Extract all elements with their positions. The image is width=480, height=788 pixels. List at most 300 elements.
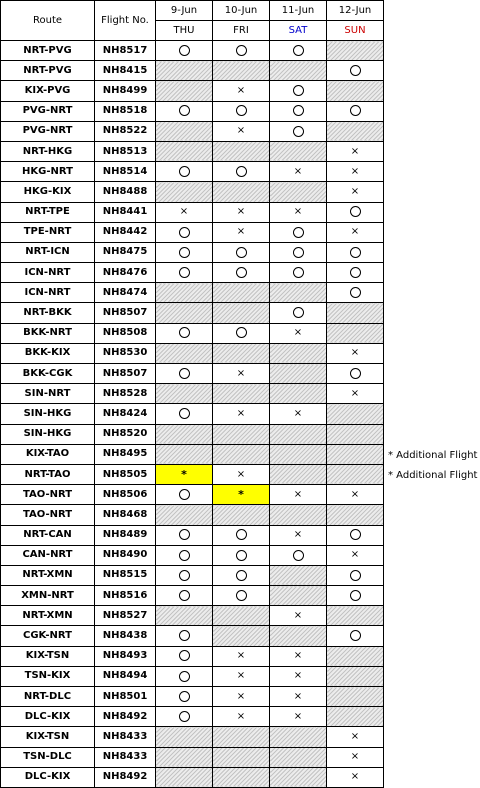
flight-number-cell: NH8515: [95, 565, 156, 585]
cross-mark: ×: [293, 650, 303, 662]
cross-mark: ×: [350, 165, 360, 177]
circle-icon: [179, 570, 190, 581]
circle-icon: [350, 206, 361, 217]
cancelled-cell: [327, 162, 384, 182]
circle-icon: [350, 630, 361, 641]
flight-number-cell: NH8494: [95, 666, 156, 686]
route-cell: KIX-TAO: [1, 444, 95, 464]
circle-icon: [179, 45, 190, 56]
operating-cell: [213, 565, 270, 585]
table-row: [1, 586, 384, 606]
no-service-cell: [270, 505, 327, 525]
circle-icon: [179, 650, 190, 661]
cross-mark: ×: [350, 771, 360, 783]
no-service-cell: [213, 626, 270, 646]
route-cell: KIX-TSN: [1, 646, 95, 666]
no-service-cell: [213, 343, 270, 363]
route-cell: NRT-TAO: [1, 464, 95, 484]
table-row: [1, 323, 384, 343]
flight-number-cell: NH8517: [95, 41, 156, 61]
flight-number-cell: NH8474: [95, 283, 156, 303]
cancelled-cell: [327, 182, 384, 202]
circle-icon: [293, 267, 304, 278]
operating-cell: [156, 586, 213, 606]
no-service-cell: [327, 707, 384, 727]
no-service-cell: [213, 384, 270, 404]
flight-number-cell: NH8513: [95, 141, 156, 161]
no-service-cell: [156, 444, 213, 464]
cancelled-cell: [270, 404, 327, 424]
no-service-cell: [156, 182, 213, 202]
date-header: 12-Jun: [327, 1, 384, 21]
no-service-cell: [270, 464, 327, 484]
no-service-cell: [270, 747, 327, 767]
cancelled-cell: [270, 323, 327, 343]
flight-number-cell: NH8433: [95, 727, 156, 747]
cancelled-cell: [270, 202, 327, 222]
route-cell: BKK-NRT: [1, 323, 95, 343]
operating-cell: [213, 101, 270, 121]
circle-icon: [350, 529, 361, 540]
table-row: [1, 101, 384, 121]
route-cell: NRT-ICN: [1, 242, 95, 262]
no-service-cell: [156, 384, 213, 404]
no-service-cell: [270, 364, 327, 384]
flight-number-cell: NH8492: [95, 707, 156, 727]
asterisk-mark: *: [181, 467, 187, 481]
flight-number-cell: NH8499: [95, 81, 156, 101]
operating-cell: [270, 242, 327, 262]
operating-cell: [327, 263, 384, 283]
operating-cell: [156, 101, 213, 121]
route-cell: TAO-NRT: [1, 505, 95, 525]
circle-icon: [179, 489, 190, 500]
flight-number-cell: NH8522: [95, 121, 156, 141]
operating-cell: [156, 545, 213, 565]
flight-number-cell: NH8492: [95, 767, 156, 787]
operating-cell: [327, 61, 384, 81]
cancelled-cell: [270, 707, 327, 727]
cancelled-cell: [327, 727, 384, 747]
no-service-cell: [156, 747, 213, 767]
cross-mark: ×: [350, 145, 360, 157]
additional-flight-note: * Additional Flight: [388, 450, 478, 462]
flight-number-cell: NH8468: [95, 505, 156, 525]
route-cell: HKG-KIX: [1, 182, 95, 202]
circle-icon: [293, 247, 304, 258]
circle-icon: [350, 247, 361, 258]
cross-mark: ×: [293, 206, 303, 218]
route-cell: SIN-NRT: [1, 384, 95, 404]
route-cell: NRT-DLC: [1, 687, 95, 707]
no-service-cell: [213, 303, 270, 323]
table-row: [1, 81, 384, 101]
no-service-cell: [270, 182, 327, 202]
no-service-cell: [327, 687, 384, 707]
cancelled-cell: [213, 404, 270, 424]
operating-cell: [156, 242, 213, 262]
no-service-cell: [270, 727, 327, 747]
flight-number-cell: NH8490: [95, 545, 156, 565]
cross-mark: ×: [350, 387, 360, 399]
cancelled-cell: [327, 545, 384, 565]
circle-icon: [179, 711, 190, 722]
table-row: [1, 464, 384, 484]
route-cell: NRT-XMN: [1, 606, 95, 626]
date-header: 11-Jun: [270, 1, 327, 21]
day-header-fri: FRI: [213, 21, 270, 41]
route-cell: PVG-NRT: [1, 121, 95, 141]
operating-cell: [270, 222, 327, 242]
no-service-cell: [156, 141, 213, 161]
operating-cell: [213, 263, 270, 283]
circle-icon: [179, 267, 190, 278]
table-row: [1, 141, 384, 161]
table-row: [1, 444, 384, 464]
no-service-cell: [156, 61, 213, 81]
circle-icon: [293, 105, 304, 116]
cancelled-cell: [270, 646, 327, 666]
cancelled-cell: [327, 343, 384, 363]
table-row: [1, 182, 384, 202]
flight-number-cell: NH8508: [95, 323, 156, 343]
no-service-cell: [327, 424, 384, 444]
no-service-cell: [213, 767, 270, 787]
circle-icon: [179, 327, 190, 338]
no-service-cell: [156, 424, 213, 444]
cancelled-cell: [213, 364, 270, 384]
cancelled-cell: [327, 141, 384, 161]
operating-cell: [327, 364, 384, 384]
no-service-cell: [270, 424, 327, 444]
route-cell: TPE-NRT: [1, 222, 95, 242]
operating-cell: [327, 565, 384, 585]
table-row: [1, 485, 384, 505]
circle-icon: [236, 550, 247, 561]
operating-cell: [213, 242, 270, 262]
operating-cell: [327, 101, 384, 121]
no-service-cell: [327, 646, 384, 666]
flight-number-cell: NH8488: [95, 182, 156, 202]
table-row: [1, 687, 384, 707]
flight-number-cell: NH8507: [95, 303, 156, 323]
cancelled-cell: [270, 485, 327, 505]
additional-flight-cell: [156, 464, 213, 484]
no-service-cell: [156, 283, 213, 303]
no-service-cell: [327, 404, 384, 424]
no-service-cell: [270, 767, 327, 787]
table-row: [1, 283, 384, 303]
table-row: [1, 545, 384, 565]
no-service-cell: [156, 343, 213, 363]
circle-icon: [179, 550, 190, 561]
cross-mark: ×: [236, 710, 246, 722]
no-service-cell: [156, 727, 213, 747]
cross-mark: ×: [293, 609, 303, 621]
flight-number-cell: NH8528: [95, 384, 156, 404]
circle-icon: [236, 590, 247, 601]
table-row: [1, 41, 384, 61]
route-cell: CAN-NRT: [1, 545, 95, 565]
operating-cell: [156, 666, 213, 686]
flight-number-cell: NH8442: [95, 222, 156, 242]
flight-number-cell: NH8520: [95, 424, 156, 444]
operating-cell: [213, 41, 270, 61]
no-service-cell: [156, 121, 213, 141]
operating-cell: [156, 707, 213, 727]
no-service-cell: [270, 141, 327, 161]
route-cell: BKK-CGK: [1, 364, 95, 384]
flight-number-cell: NH8514: [95, 162, 156, 182]
circle-icon: [350, 590, 361, 601]
route-cell: NRT-CAN: [1, 525, 95, 545]
flight-number-cell: NH8501: [95, 687, 156, 707]
table-row: [1, 303, 384, 323]
operating-cell: [156, 525, 213, 545]
no-service-cell: [156, 303, 213, 323]
no-service-cell: [327, 444, 384, 464]
cross-mark: ×: [236, 84, 246, 96]
table-row: [1, 222, 384, 242]
cross-mark: ×: [350, 347, 360, 359]
route-cell: SIN-HKG: [1, 404, 95, 424]
cross-mark: ×: [236, 125, 246, 137]
table-row: [1, 525, 384, 545]
circle-icon: [236, 105, 247, 116]
route-cell: BKK-KIX: [1, 343, 95, 363]
no-service-cell: [327, 666, 384, 686]
flight-number-cell: NH8518: [95, 101, 156, 121]
route-cell: SIN-HKG: [1, 424, 95, 444]
cross-mark: ×: [293, 488, 303, 500]
operating-cell: [327, 242, 384, 262]
flight-number-cell: NH8424: [95, 404, 156, 424]
cross-mark: ×: [350, 226, 360, 238]
circle-icon: [179, 408, 190, 419]
table-row: [1, 747, 384, 767]
cancelled-cell: [213, 464, 270, 484]
operating-cell: [327, 283, 384, 303]
no-service-cell: [327, 121, 384, 141]
no-service-cell: [270, 586, 327, 606]
circle-icon: [350, 570, 361, 581]
circle-icon: [179, 105, 190, 116]
operating-cell: [213, 162, 270, 182]
no-service-cell: [156, 505, 213, 525]
cancelled-cell: [327, 485, 384, 505]
no-service-cell: [156, 767, 213, 787]
operating-cell: [156, 646, 213, 666]
operating-cell: [156, 626, 213, 646]
operating-cell: [156, 485, 213, 505]
operating-cell: [156, 323, 213, 343]
flight-number-cell: NH8489: [95, 525, 156, 545]
circle-icon: [179, 166, 190, 177]
cross-mark: ×: [350, 488, 360, 500]
cross-mark: ×: [236, 407, 246, 419]
route-cell: HKG-NRT: [1, 162, 95, 182]
table-row: [1, 162, 384, 182]
cancelled-cell: [213, 687, 270, 707]
circle-icon: [179, 529, 190, 540]
no-service-cell: [327, 606, 384, 626]
flight-number-cell: NH8506: [95, 485, 156, 505]
circle-icon: [350, 65, 361, 76]
cross-mark: ×: [350, 751, 360, 763]
flight-number-cell: NH8433: [95, 747, 156, 767]
circle-icon: [179, 590, 190, 601]
route-cell: KIX-PVG: [1, 81, 95, 101]
table-row: [1, 343, 384, 363]
flight-number-cell: NH8527: [95, 606, 156, 626]
table-row: [1, 707, 384, 727]
table-row: [1, 565, 384, 585]
table-row: [1, 364, 384, 384]
circle-icon: [236, 267, 247, 278]
route-cell: PVG-NRT: [1, 101, 95, 121]
no-service-cell: [213, 727, 270, 747]
no-service-cell: [270, 283, 327, 303]
circle-icon: [179, 630, 190, 641]
no-service-cell: [270, 384, 327, 404]
cross-mark: ×: [350, 185, 360, 197]
cancelled-cell: [270, 666, 327, 686]
operating-cell: [213, 586, 270, 606]
cancelled-cell: [327, 222, 384, 242]
circle-icon: [350, 368, 361, 379]
no-service-cell: [213, 505, 270, 525]
route-cell: TSN-DLC: [1, 747, 95, 767]
table-row: [1, 121, 384, 141]
cross-mark: ×: [236, 206, 246, 218]
route-cell: NRT-PVG: [1, 61, 95, 81]
circle-icon: [350, 287, 361, 298]
cancelled-cell: [213, 707, 270, 727]
operating-cell: [156, 565, 213, 585]
route-cell: TAO-NRT: [1, 485, 95, 505]
route-cell: DLC-KIX: [1, 767, 95, 787]
operating-cell: [156, 263, 213, 283]
flight-number-cell: NH8505: [95, 464, 156, 484]
cross-mark: ×: [350, 549, 360, 561]
operating-cell: [156, 41, 213, 61]
operating-cell: [327, 525, 384, 545]
table-row: [1, 242, 384, 262]
operating-cell: [327, 586, 384, 606]
cancelled-cell: [327, 747, 384, 767]
cancelled-cell: [270, 687, 327, 707]
operating-cell: [270, 101, 327, 121]
asterisk-mark: *: [238, 487, 244, 501]
circle-icon: [236, 247, 247, 258]
circle-icon: [236, 166, 247, 177]
no-service-cell: [156, 81, 213, 101]
table-row: [1, 61, 384, 81]
cross-mark: ×: [293, 670, 303, 682]
operating-cell: [270, 545, 327, 565]
day-header-sun: SUN: [327, 21, 384, 41]
route-cell: NRT-XMN: [1, 565, 95, 585]
cross-mark: ×: [236, 670, 246, 682]
operating-cell: [270, 263, 327, 283]
flight-number-cell: NH8476: [95, 263, 156, 283]
cross-mark: ×: [236, 468, 246, 480]
route-cell: TSN-KIX: [1, 666, 95, 686]
flight-number-cell: NH8493: [95, 646, 156, 666]
no-service-cell: [327, 303, 384, 323]
operating-cell: [213, 525, 270, 545]
operating-cell: [270, 121, 327, 141]
operating-cell: [156, 162, 213, 182]
cancelled-cell: [213, 202, 270, 222]
cross-mark: ×: [236, 690, 246, 702]
table-row: [1, 202, 384, 222]
no-service-cell: [327, 81, 384, 101]
table-row: [1, 666, 384, 686]
circle-icon: [293, 126, 304, 137]
circle-icon: [350, 267, 361, 278]
cancelled-cell: [213, 666, 270, 686]
circle-icon: [236, 45, 247, 56]
route-cell: ICN-NRT: [1, 263, 95, 283]
flight-number-cell: NH8415: [95, 61, 156, 81]
cross-mark: ×: [293, 165, 303, 177]
operating-cell: [213, 545, 270, 565]
circle-icon: [236, 529, 247, 540]
cross-mark: ×: [236, 226, 246, 238]
circle-icon: [179, 227, 190, 238]
flight-number-cell: NH8475: [95, 242, 156, 262]
no-service-cell: [270, 565, 327, 585]
cross-mark: ×: [293, 407, 303, 419]
cancelled-cell: [270, 525, 327, 545]
route-cell: CGK-NRT: [1, 626, 95, 646]
no-service-cell: [156, 606, 213, 626]
no-service-cell: [213, 141, 270, 161]
cross-mark: ×: [293, 327, 303, 339]
circle-icon: [179, 368, 190, 379]
flight-number-cell: NH8438: [95, 626, 156, 646]
route-cell: NRT-PVG: [1, 41, 95, 61]
cross-mark: ×: [236, 367, 246, 379]
additional-flight-note: * Additional Flight: [388, 469, 478, 481]
operating-cell: [270, 81, 327, 101]
cancelled-cell: [327, 767, 384, 787]
route-cell: NRT-HKG: [1, 141, 95, 161]
operating-cell: [213, 323, 270, 343]
table-row: [1, 404, 384, 424]
circle-icon: [293, 85, 304, 96]
flight-no-header: Flight No.: [95, 1, 156, 41]
date-header: 10-Jun: [213, 1, 270, 21]
no-service-cell: [270, 444, 327, 464]
table-row: [1, 384, 384, 404]
circle-icon: [293, 45, 304, 56]
operating-cell: [270, 41, 327, 61]
route-cell: DLC-KIX: [1, 707, 95, 727]
route-cell: KIX-TSN: [1, 727, 95, 747]
no-service-cell: [327, 41, 384, 61]
circle-icon: [293, 307, 304, 318]
no-service-cell: [213, 61, 270, 81]
day-header-sat: SAT: [270, 21, 327, 41]
circle-icon: [350, 105, 361, 116]
no-service-cell: [270, 343, 327, 363]
table-row: [1, 606, 384, 626]
operating-cell: [270, 303, 327, 323]
circle-icon: [179, 247, 190, 258]
route-cell: NRT-BKK: [1, 303, 95, 323]
